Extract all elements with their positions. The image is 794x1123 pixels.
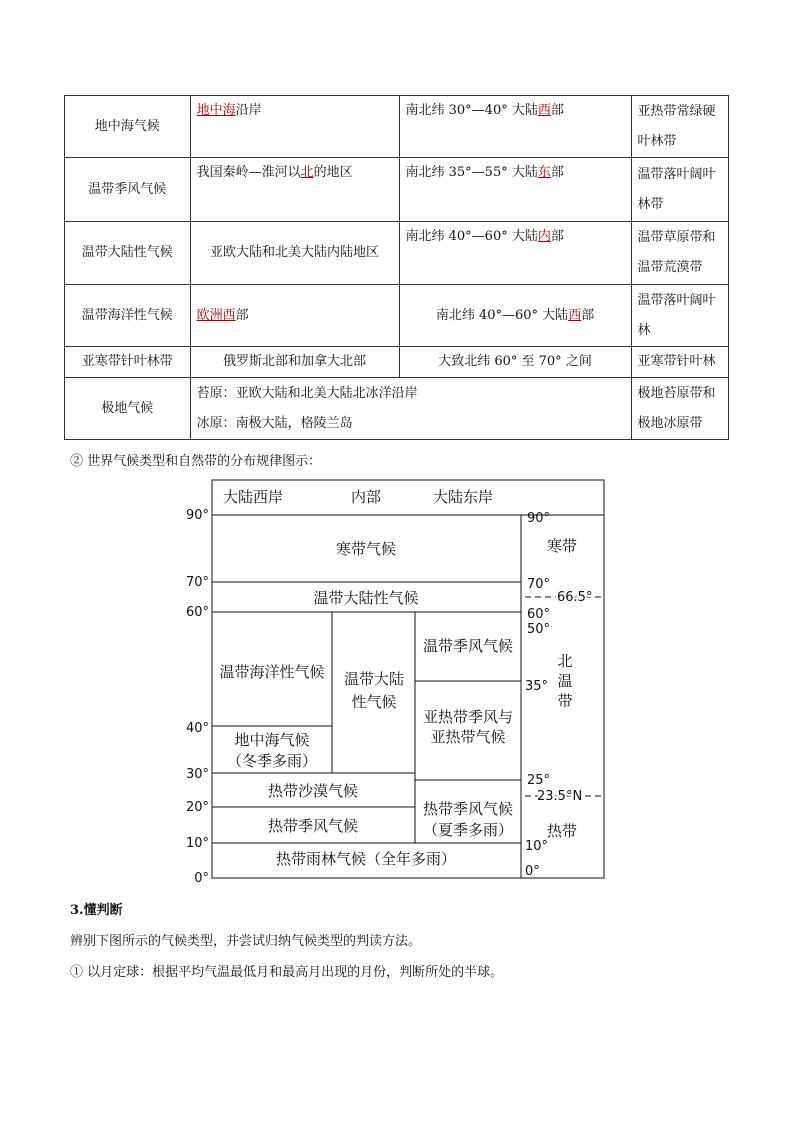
latitude-cell: 南北纬 40°—60° 大陆内部 <box>399 222 631 285</box>
cell-polar: 寒带气候 <box>335 540 397 558</box>
left-tick-90: 90° <box>185 508 209 523</box>
climate-table <box>64 95 729 440</box>
dashed-label-arctic: 66.5° <box>557 590 593 605</box>
cell-maritime: 温带海洋性气候 <box>219 663 325 681</box>
zone-cell: 温带草原带和温带荒漠带 <box>631 222 728 285</box>
zone-temperate-1: 北 <box>557 652 573 670</box>
left-tick-10: 10° <box>185 836 209 851</box>
left-tick-20: 20° <box>185 800 209 815</box>
header-east: 大陆东岸 <box>433 488 494 506</box>
right-tick-90: 90° <box>527 511 551 526</box>
cell-tropical-monsoon-west: 热带季风气候 <box>267 817 359 835</box>
right-tick-0: 0° <box>525 864 540 879</box>
table-row <box>65 96 729 158</box>
cell-mediterranean-1: 地中海气候 <box>234 731 310 749</box>
cell-temperate-monsoon: 温带季风气候 <box>422 637 514 655</box>
right-tick-50: 50° <box>527 622 551 637</box>
header-inner: 内部 <box>351 488 382 506</box>
zone-cell: 极地苔原带和极地冰原带 <box>631 378 728 440</box>
climate-name: 极地气候 <box>65 378 191 440</box>
cell-rainforest: 热带雨林气候（全年多雨） <box>275 850 457 868</box>
right-tick-25: 25° <box>527 773 551 788</box>
cell-tropical-monsoon-east-1: 热带季风气候 <box>422 800 514 818</box>
zone-temperate-3: 带 <box>557 692 573 710</box>
climate-distribution-diagram <box>185 478 610 883</box>
zone-temperate-2: 温 <box>557 672 573 690</box>
zone-cold: 寒带 <box>546 537 578 555</box>
left-tick-60: 60° <box>185 605 209 620</box>
zone-tropic: 热带 <box>546 822 578 840</box>
right-tick-35: 35° <box>525 679 549 694</box>
section3-line1: 辨别下图所示的气候类型，并尝试归纳气候类型的判读方法。 <box>70 934 422 949</box>
table-row <box>65 378 729 440</box>
cell-subtropical-2: 亚热带气候 <box>430 728 506 746</box>
climate-name: 温带大陆性气候 <box>65 222 191 285</box>
cell-desert: 热带沙漠气候 <box>267 782 359 800</box>
latitude-cell: 南北纬 35°—55° 大陆东部 <box>399 158 631 222</box>
zone-cell: 温带落叶阔叶林 <box>631 285 728 347</box>
right-tick-10: 10° <box>525 839 549 854</box>
cell-continental-mid-1: 温带大陆 <box>343 670 405 688</box>
zone-cell: 亚热带常绿硬叶林带 <box>631 96 728 158</box>
section3-line2: ① 以月定球：根据平均气温最低月和最高月出现的月份，判断所处的半球。 <box>70 965 504 980</box>
cell-subtropical-1: 亚热带季风与 <box>422 708 514 726</box>
right-tick-60: 60° <box>527 607 551 622</box>
zone-cell: 温带落叶阔叶林带 <box>631 158 728 222</box>
left-tick-70: 70° <box>185 575 209 590</box>
table-row <box>65 222 729 285</box>
latitude-cell: 南北纬 40°—60° 大陆西部 <box>399 285 631 347</box>
region-cell: 亚欧大陆和北美大陆内陆地区 <box>190 222 399 285</box>
region-cell: 我国秦岭—淮河以北的地区 <box>190 158 399 222</box>
latitude-cell: 南北纬 30°—40° 大陆西部 <box>399 96 631 158</box>
region-cell: 俄罗斯北部和加拿大北部 <box>190 347 399 378</box>
latitude-cell: 大致北纬 60° 至 70° 之间 <box>399 347 631 378</box>
left-tick-40: 40° <box>185 721 209 736</box>
diagram-caption: ② 世界气候类型和自然带的分布规律图示： <box>70 454 322 469</box>
cell-mediterranean-2: （冬季多雨） <box>226 752 318 770</box>
table-row <box>65 347 729 378</box>
zone-cell: 亚寒带针叶林 <box>631 347 728 378</box>
climate-name: 亚寒带针叶林带 <box>65 347 191 378</box>
left-tick-30: 30° <box>185 767 209 782</box>
region-cell: 地中海沿岸 <box>190 96 399 158</box>
cell-continental-top: 温带大陆性气候 <box>313 589 419 607</box>
table-row <box>65 285 729 347</box>
left-tick-0: 0° <box>194 871 209 883</box>
climate-name: 地中海气候 <box>65 96 191 158</box>
table-row <box>65 158 729 222</box>
cell-continental-mid-2: 性气候 <box>351 693 397 711</box>
climate-name: 温带季风气候 <box>65 158 191 222</box>
header-west: 大陆西岸 <box>223 488 284 506</box>
region-cell: 苔原：亚欧大陆和北美大陆北冰洋沿岸 冰原：南极大陆，格陵兰岛 <box>190 378 631 440</box>
section3-title: 3.懂判断 <box>70 903 123 918</box>
region-cell: 欧洲西部 <box>190 285 399 347</box>
climate-name: 温带海洋性气候 <box>65 285 191 347</box>
cell-tropical-monsoon-east-2: （夏季多雨） <box>422 821 514 839</box>
dashed-label-tropic: 23.5°N <box>537 789 583 804</box>
right-tick-70: 70° <box>527 577 551 592</box>
